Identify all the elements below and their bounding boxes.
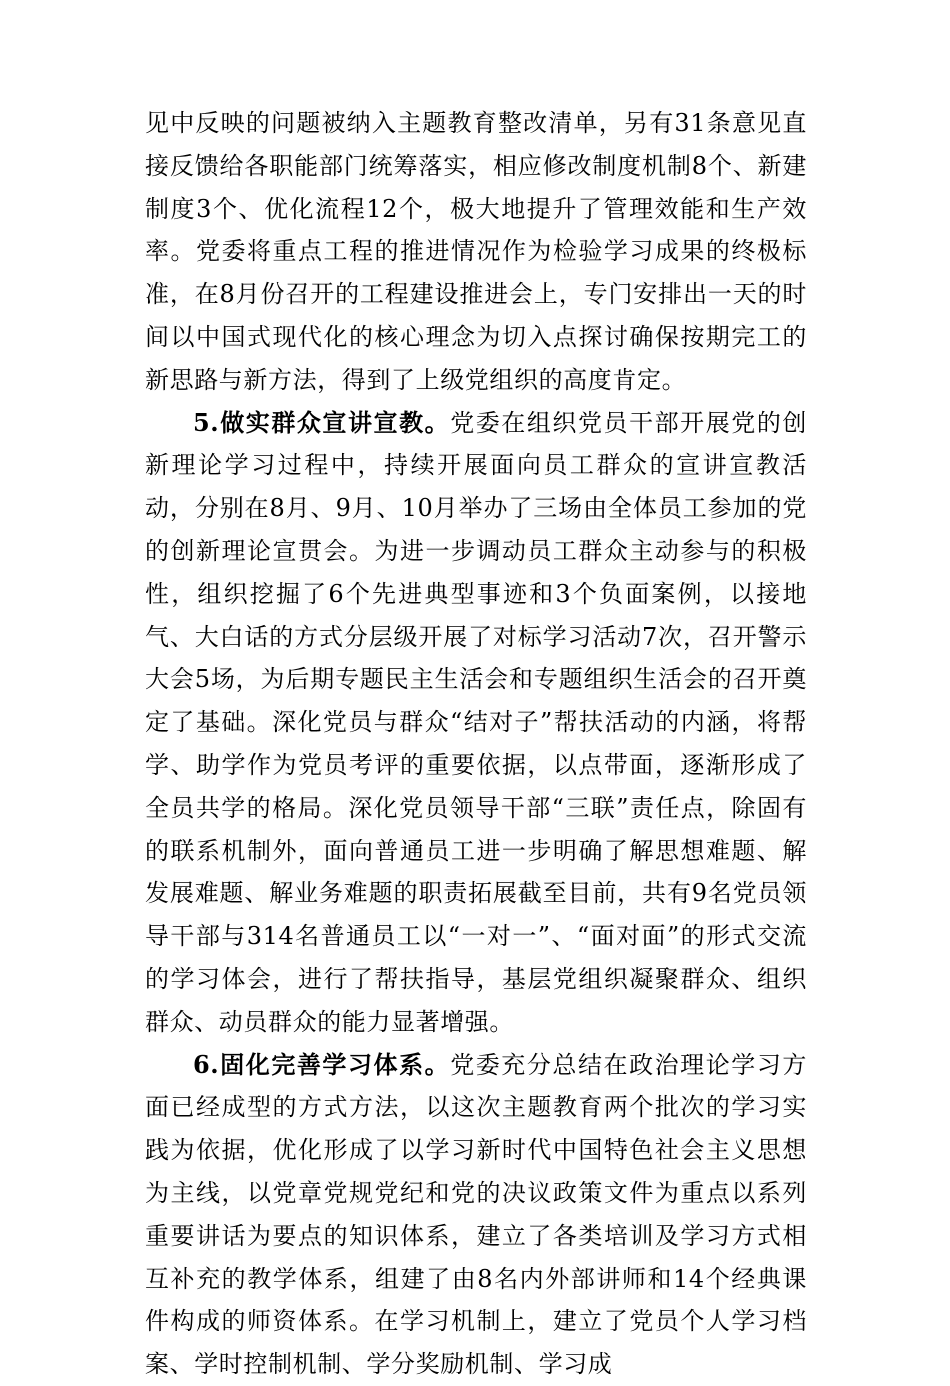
section-heading-5: 5.做实群众宣讲宣教。 <box>193 407 451 437</box>
paragraph-body: 党委充分总结在政治理论学习方面已经成型的方式方法，以这次主题教育两个批次的学习实践为依据，优化形成了以学习新时代中国特色社会主义思想为主线，以党章党规党纪和党的决议政策文件为重点以系列重要讲话为要点的知识体系，建立了各类培训及学习方式相互补充的教学体系，组建了由8名内外部讲师和14个经典课件构成的师资体系。在学习机制上，建立了党员个人学习档案、学时控制机制、学分奖励机制、学习成 <box>145 1050 808 1379</box>
document-page <box>145 102 807 1386</box>
paragraph-section-5 <box>145 402 807 1044</box>
section-heading-6: 6.固化完善学习体系。 <box>193 1049 451 1079</box>
paragraph-section-6 <box>145 1044 807 1386</box>
paragraph-continuation <box>145 102 807 402</box>
paragraph-body: 见中反映的问题被纳入主题教育整改清单，另有31条意见直接反馈给各职能部门统筹落实，相应修改制度机制8个、新建制度3个、优化流程12个，极大地提升了管理效能和生产效率。党委将重点工程的推进情况作为检验学习成果的终极标准，在8月份召开的工程建设推进会上，专门安排出一天的时间以中国式现代化的核心理念为切入点探讨确保按期完工的新思路与新方法，得到了上级党组织的高度肯定。 <box>145 109 807 394</box>
paragraph-body: 党委在组织党员干部开展党的创新理论学习过程中，持续开展面向员工群众的宣讲宣教活动，分别在8月、9月、10月举办了三场由全体员工参加的党的创新理论宣贯会。为进一步调动员工群众主动参与的积极性，组织挖掘了6个先进典型事迹和3个负面案例，以接地气、大白话的方式分层级开展了对标学习活动7次，召开警示大会5场，为后期专题民主生活会和专题组织生活会的召开奠定了基础。深化党员与群众“结对子”帮扶活动的内涵，将帮学、助学作为党员考评的重要依据，以点带面，逐渐形成了全员共学的格局。深化党员领导干部“三联”责任点，除固有的联系机制外，面向普通员工进一步明确了解思想难题、解发展难题、解业务难题的职责拓展截至目前，共有9名党员领导干部与314名普通员工以“一对一”、“面对面”的形式交流的学习体会，进行了帮扶指导，基层党组织凝聚群众、组织群众、动员群众的能力显著增强。 <box>145 408 808 1036</box>
